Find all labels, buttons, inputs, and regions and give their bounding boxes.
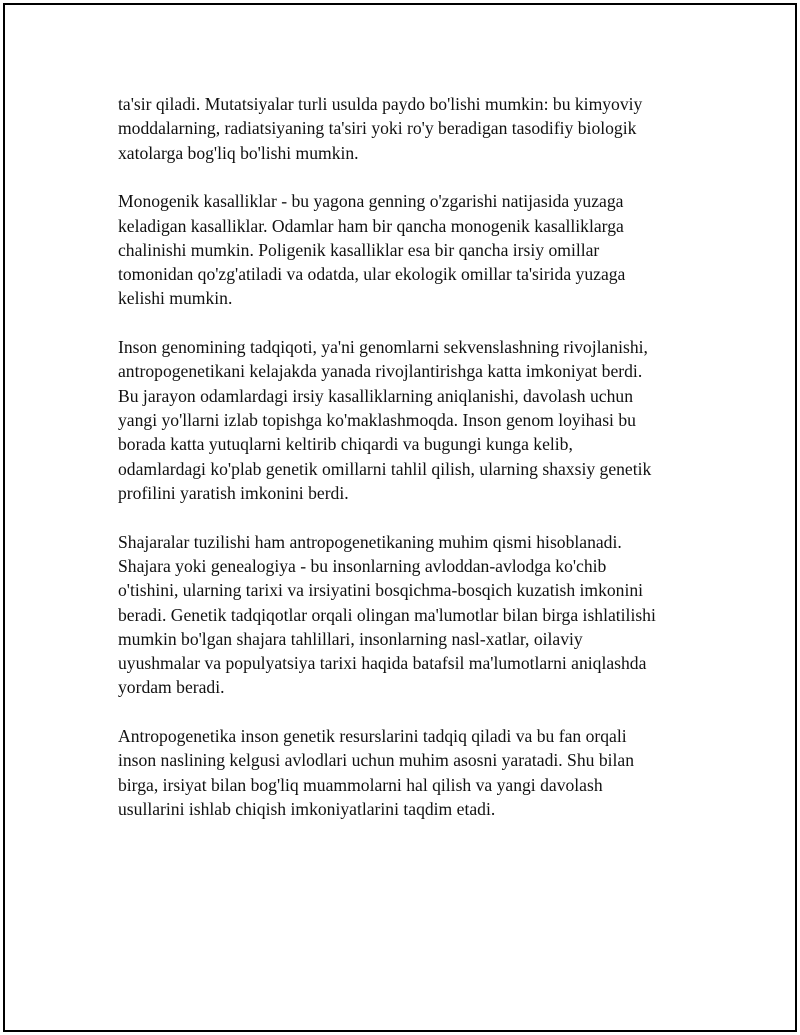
paragraph-genome-research: Inson genomining tadqiqoti, ya'ni genomlarni sekvenslashning rivojlanishi, antropogenetikani kelajakda yanada rivojlantirishga katta imkoniyat berdi. Bu jarayon odamlardagi irsiy kasalliklarning aniqlanishi, davolash uchun yangi yo'llarni izlab topishga ko'maklashmoqda. Inson genom loyihasi bu borada katta yutuqlarni keltirib chiqardi va bugungi kunga kelib, odamlardagi ko'plab genetik omillarni tahlil qilish, ularning shaxsiy genetik profilini yaratish imkonini berdi. <box>118 337 652 503</box>
paragraph-mutations: ta'sir qiladi. Mutatsiyalar turli usulda paydo bo'lishi mumkin: bu kimyoviy moddalarning, radiatsiyaning ta'siri yoki ro'y beradigan tasodifiy biologik xatolarga bog'liq bo'lishi mumkin. <box>118 94 643 163</box>
document-body <box>118 92 698 846</box>
paragraph-conclusion: Antropogenetika inson genetik resurslarini tadqiq qiladi va bu fan orqali inson naslining kelgusi avlodlari uchun muhim asosni yaratadi. Shu bilan birga, irsiyat bilan bog'liq muammolarni hal qilish va yangi davolash usullarini ishlab chiqish imkoniyatlarini taqdim etadi. <box>118 726 635 819</box>
paragraph-monogenic-diseases: Monogenik kasalliklar - bu yagona genning o'zgarishi natijasida yuzaga keladigan kasalliklar. Odamlar ham bir qancha monogenik kasalliklarga chalinishi mumkin. Poligenik kasalliklar esa bir qancha irsiy omillar tomonidan qo'zg'atiladi va odatda, ular ekologik omillar ta'sirida yuzaga kelishi mumkin. <box>118 191 626 309</box>
paragraph-genealogy: Shajaralar tuzilishi ham antropogenetikaning muhim qismi hisoblanadi. Shajara yoki genealogiya - bu insonlarning avloddan-avlodga ko'chib o'tishini, ularning tarixi va irsiyatini bosqichma-bosqich kuzatish imkonini beradi. Genetik tadqiqotlar orqali olingan ma'lumotlar bilan birga ishlatilishi mumkin bo'lgan shajara tahlillari, insonlarning nasl-xatlar, oilaviy uyushmalar va populyatsiya tarixi haqida batafsil ma'lumotlarni aniqlashda yordam beradi. <box>118 531 656 698</box>
